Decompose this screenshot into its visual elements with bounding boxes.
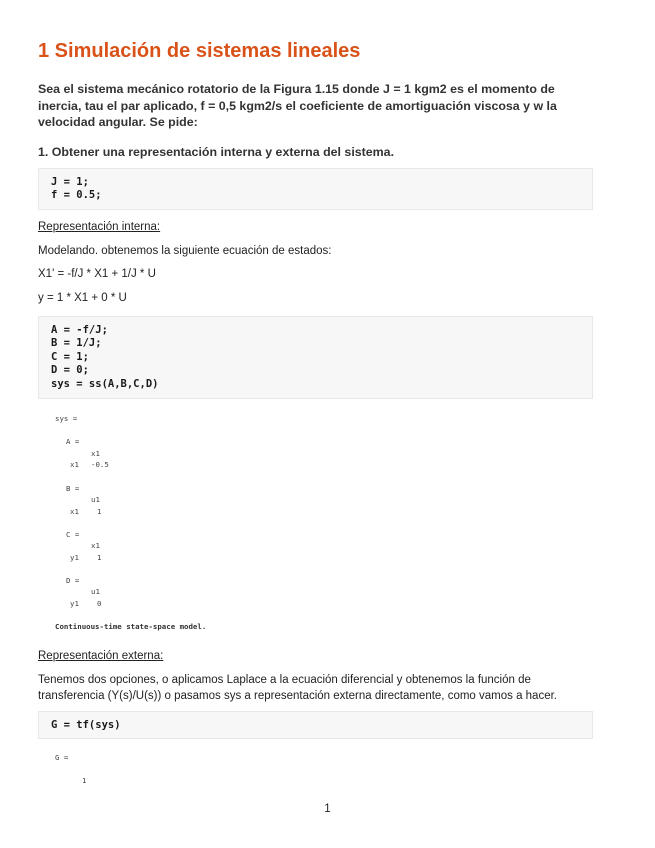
output-D-value: 0 xyxy=(97,599,102,608)
code-line: D = 0; xyxy=(51,364,89,377)
code-line: A = -f/J; xyxy=(51,324,108,336)
code-line: f = 0.5; xyxy=(51,189,102,202)
output-C-col: x1 xyxy=(91,541,100,550)
section-title: 1 Simulación de sistemas lineales xyxy=(38,40,361,62)
output-A-label: A = xyxy=(66,437,80,446)
code-line: G = tf(sys) xyxy=(51,719,121,731)
output-C-label: C = xyxy=(66,530,80,539)
output-B-value: 1 xyxy=(97,507,102,516)
state-equation: X1' = -f/J * X1 + 1/J * U xyxy=(38,268,156,280)
internal-text: Modelando. obtenemos la siguiente ecuación de estados: xyxy=(38,245,332,257)
output-A-col: x1 xyxy=(91,449,100,458)
output-G-numerator: 1 xyxy=(82,776,87,785)
code-line: J = 1; xyxy=(51,176,89,188)
output-D-col: u1 xyxy=(91,587,100,596)
step-1-heading: 1. Obtener una representación interna y externa del sistema. xyxy=(38,145,395,159)
external-representation-heading: Representación externa: xyxy=(38,650,164,662)
code-line: B = 1/J; xyxy=(51,337,102,350)
output-G-label: G = xyxy=(55,753,69,762)
output-B-row: x1 xyxy=(70,507,79,516)
external-text: Tenemos dos opciones, o aplicamos Laplace a la ecuación diferencial y obtenemos la función de transferencia (Y(s)/U(s)) o pasamos sys a representación externa directamente, como vamos a hacer. xyxy=(38,674,557,702)
output-model-type: Continuous-time state-space model. xyxy=(55,622,207,631)
output-B-col: u1 xyxy=(91,495,100,504)
output-D-row: y1 xyxy=(70,599,79,608)
output-C-value: 1 xyxy=(97,553,102,562)
code-block-transfer-function xyxy=(38,711,593,739)
code-block-parameters xyxy=(38,168,593,210)
internal-representation-heading: Representación interna: xyxy=(38,221,161,233)
output-B-label: B = xyxy=(66,484,80,493)
intro-paragraph: Sea el sistema mecánico rotatorio de la Figura 1.15 donde J = 1 kgm2 es el momento de inercia, tau el par aplicado, f = 0,5 kgm2/s el coeficiente de amortiguación viscosa y w la velocidad angular. Se pide: xyxy=(38,82,557,129)
code-block-state-space xyxy=(38,316,593,399)
output-A-row: x1 xyxy=(70,460,79,469)
output-A-value: -0.5 xyxy=(91,460,109,469)
output-C-row: y1 xyxy=(70,553,79,562)
code-line: sys = ss(A,B,C,D) xyxy=(51,377,159,390)
output-D-label: D = xyxy=(66,576,80,585)
output-sys-label: sys = xyxy=(55,414,78,423)
output-equation: y = 1 * X1 + 0 * U xyxy=(38,292,127,304)
page-number: 1 xyxy=(324,803,331,815)
code-line: C = 1; xyxy=(51,350,89,363)
